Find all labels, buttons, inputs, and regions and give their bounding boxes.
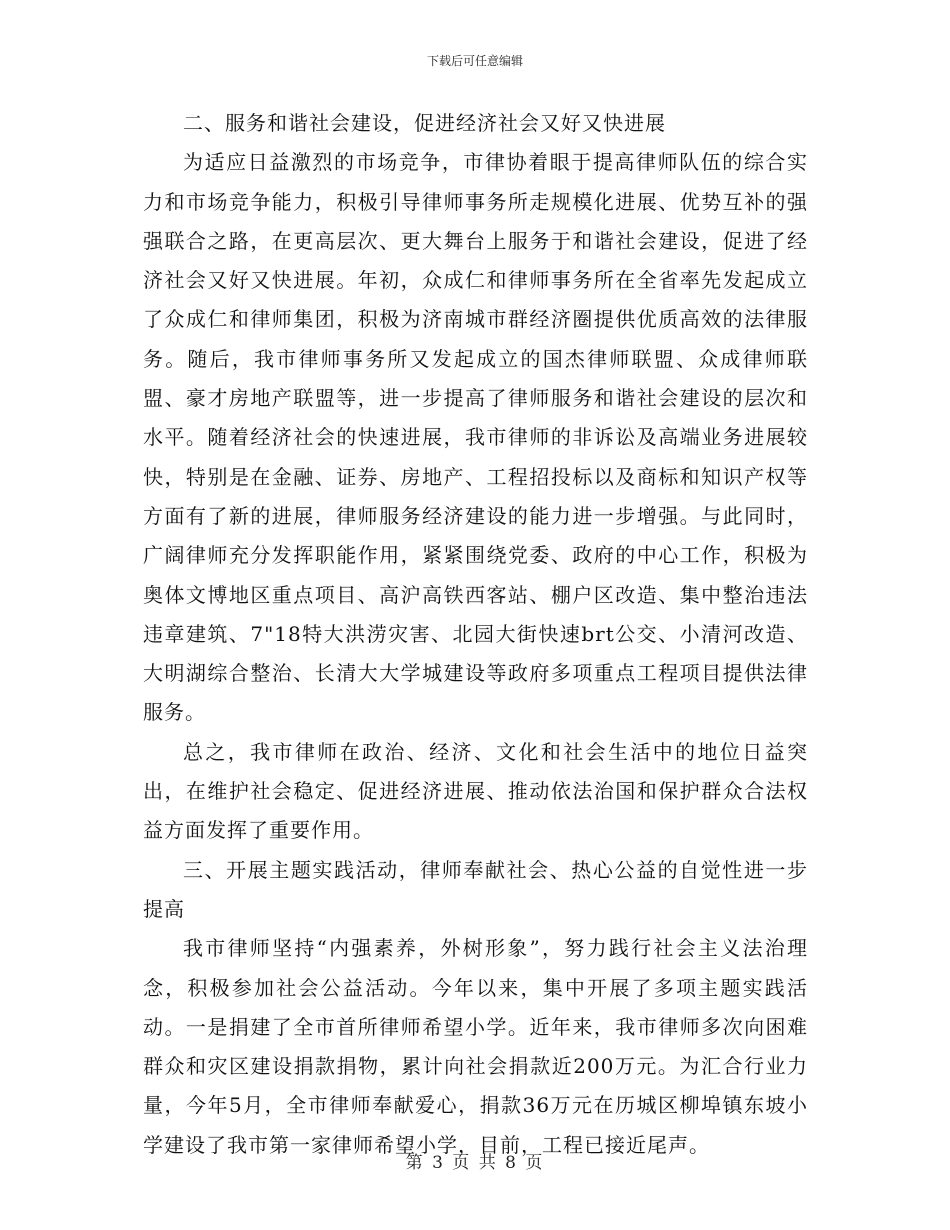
page-header-note: 下载后可任意编辑 bbox=[426, 54, 523, 68]
section-heading-2: 二、服务和谐社会建设，促进经济社会又好又快进展 bbox=[183, 111, 666, 135]
page-number: 第 3 页 共 8 页 bbox=[405, 1153, 545, 1173]
body-paragraph: 我市律师坚持“内强素养，外树形象”，努力践行社会主义法治理念，积极参加社会公益活动。今年以来，集中开展了多项主题实践活动。一是捐建了全市首所律师希望小学。近年来，我市律师多次向困难群众和灾区建设捐款捐物，累计向社会捐款近200万元。为汇合行业力量，今年5月，全市律师奉献爱心，捐款36万元在历城区柳埠镇东坡小学建设了我市第一家律师希望小学，目前，工程已接近尾声。 bbox=[143, 936, 808, 1157]
body-paragraph: 为适应日益激烈的市场竞争，市律协着眼于提高律师队伍的综合实力和市场竞争能力，积极引导律师事务所走规模化进展、优势互补的强强联合之路，在更高层次、更大舞台上服务于和谐社会建设，促进了经济社会又好又快进展。年初，众成仁和律师事务所在全省率先发起成立了众成仁和律师集团，积极为济南城市群经济圈提供优质高效的法律服务。随后，我市律师事务所又发起成立的国杰律师联盟、众成律师联盟、豪才房地产联盟等，进一步提高了律师服务和谐社会建设的层次和水平。随着经济社会的快速进展，我市律师的非诉讼及高端业务进展较快，特别是在金融、证券、房地产、工程招投标以及商标和知识产权等方面有了新的进展，律师服务经济建设的能力进一步增强。与此同时，广阔律师充分发挥职能作用，紧紧围绕党委、政府的中心工作，积极为奥体文博地区重点项目、高沪高铁西客站、棚户区改造、集中整治违法违章建筑、7"18特大洪涝灾害、北园大街快速brt公交、小清河改造、大明湖综合整治、长清大大学城建设等政府多项重点工程项目提供法律服务。 bbox=[143, 150, 808, 725]
document-body bbox=[143, 104, 808, 1165]
section-heading-3: 三、开展主题实践活动，律师奉献社会、热心公益的自觉性进一步提高 bbox=[143, 857, 808, 921]
body-paragraph: 总之，我市律师在政治、经济、文化和社会生活中的地位日益突出，在维护社会稳定、促进经济进展、推动依法治国和保护群众合法权益方面发挥了重要作用。 bbox=[143, 739, 808, 843]
